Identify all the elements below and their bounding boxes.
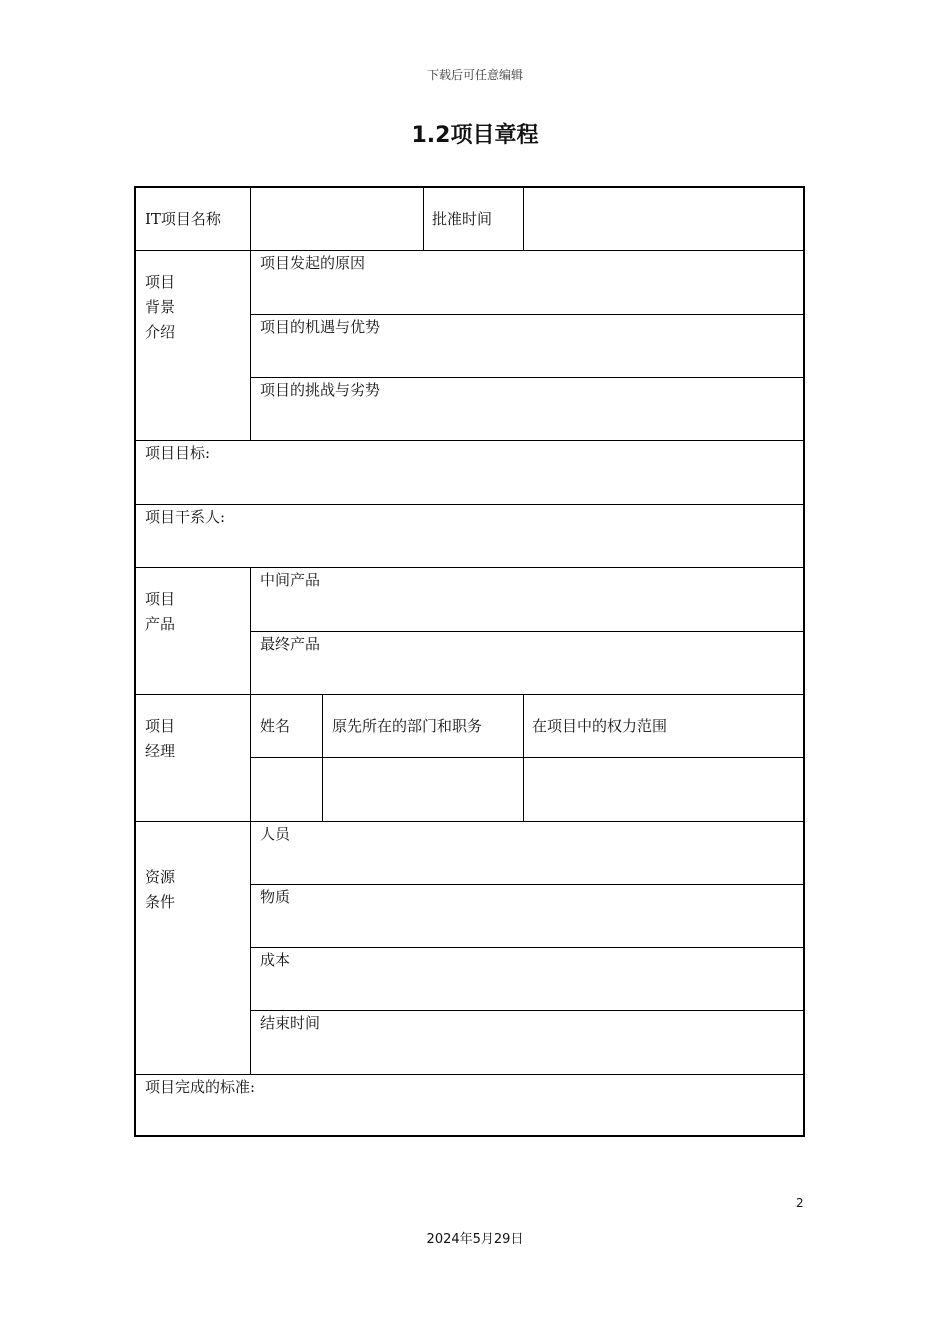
page-header: 下载后可任意编辑 [426, 68, 523, 82]
row-divider [250, 631, 803, 632]
page-title: 1.2项目章程 [411, 123, 539, 148]
resources-label-2: 条件 [145, 893, 176, 911]
row-divider [136, 821, 803, 822]
materials-label: 物质 [260, 888, 291, 906]
manager-label-2: 经理 [145, 742, 176, 760]
challenges-label: 项目的挑战与劣势 [260, 381, 381, 399]
resources-label-1: 资源 [145, 868, 176, 886]
people-label: 人员 [260, 825, 291, 843]
row-divider [250, 884, 803, 885]
goal-label: 项目目标: [145, 444, 211, 462]
col-divider [523, 694, 524, 821]
project-charter-form [134, 186, 805, 1137]
row-divider [136, 250, 803, 251]
completion-criteria-label: 项目完成的标准: [145, 1078, 256, 1096]
col-divider [322, 694, 323, 821]
background-label-1: 项目 [145, 273, 176, 291]
row-divider [136, 694, 803, 695]
row-divider [250, 1010, 803, 1011]
col-divider [250, 567, 251, 1074]
approval-time-label: 批准时间 [432, 210, 493, 228]
cost-label: 成本 [260, 951, 291, 969]
opportunities-label: 项目的机遇与优势 [260, 318, 381, 336]
row-divider [250, 757, 803, 758]
background-label-2: 背景 [145, 298, 176, 316]
it-project-name-label: IT项目名称 [145, 210, 221, 228]
row-divider [136, 567, 803, 568]
row-divider [250, 947, 803, 948]
products-label-2: 产品 [145, 615, 176, 633]
background-label-3: 介绍 [145, 323, 176, 341]
page-number: 2 [796, 1196, 804, 1210]
col-divider [250, 250, 251, 440]
intermediate-product-label: 中间产品 [260, 571, 321, 589]
stakeholders-label: 项目干系人: [145, 508, 226, 526]
footer-date: 2024年5月29日 [426, 1232, 524, 1247]
manager-dept-header: 原先所在的部门和职务 [332, 717, 483, 735]
row-divider [136, 504, 803, 505]
row-divider [136, 440, 803, 441]
products-label-1: 项目 [145, 590, 176, 608]
manager-authority-header: 在项目中的权力范围 [532, 717, 668, 735]
manager-name-header: 姓名 [260, 717, 291, 735]
manager-label-1: 项目 [145, 717, 176, 735]
col-divider [523, 188, 524, 250]
col-divider [423, 188, 424, 250]
end-time-label: 结束时间 [260, 1014, 321, 1032]
reason-label: 项目发起的原因 [260, 254, 366, 272]
final-product-label: 最终产品 [260, 635, 321, 653]
col-divider [250, 188, 251, 250]
